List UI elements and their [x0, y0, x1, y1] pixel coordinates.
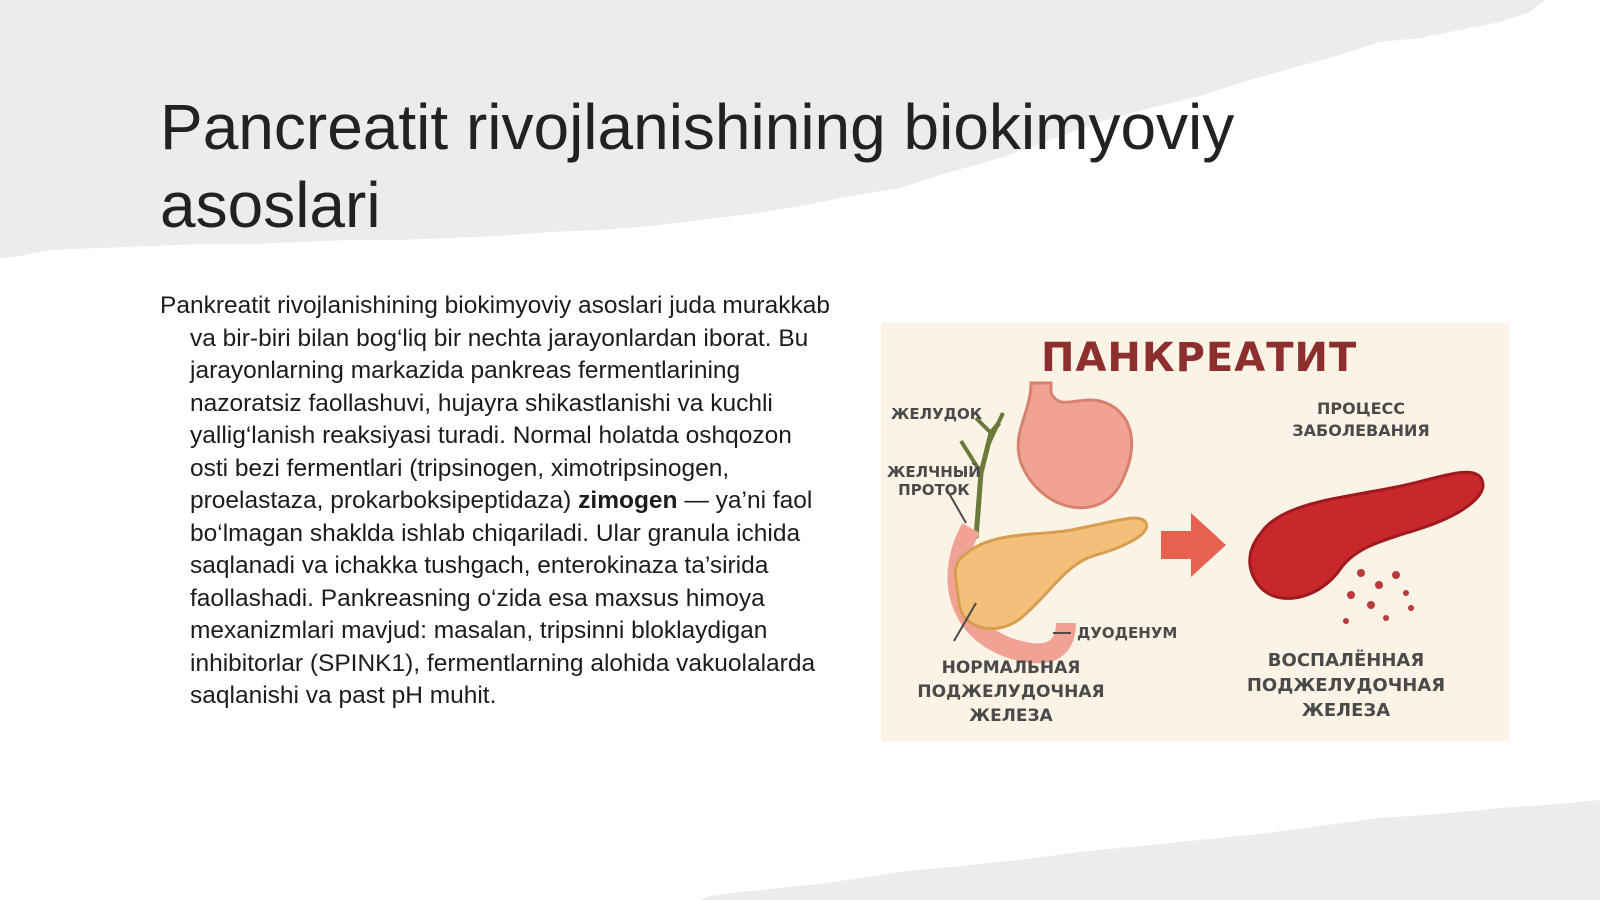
label-stomach: ЖЕЛУДОК [891, 405, 983, 423]
torn-paper-bottom-background [0, 790, 1600, 900]
transition-arrow-icon [1161, 513, 1226, 577]
label-disease-process: ПРОЦЕСС ЗАБОЛЕВАНИЯ [1292, 399, 1430, 440]
label-bile-duct: ЖЕЛЧНЫЙ ПРОТОК [887, 463, 981, 499]
illustration-title: ПАНКРЕАТИТ [1041, 335, 1358, 381]
stomach-icon [1018, 383, 1131, 508]
label-duodenum: ДУОДЕНУМ [1077, 624, 1178, 642]
paragraph-text-part2: — ya’ni faol bo‘lmagan shaklda ishlab chiqariladi. Ular granula ichida saqlanadi va ichakka tushgach, enterokinaza ta’sirida faollashadi. Pankreasning o‘zida esa maxsus himoya mexanizmlari mavjud: masalan, tripsinni bloklaydigan inhibitorlar (SPINK1), fermentlarning alohida vakuolalarda saqlanishi va past pH muhit. [190, 487, 816, 709]
normal-pancreas-icon [955, 518, 1146, 629]
inflamed-pancreas-icon [1250, 472, 1483, 598]
inflammation-dots [1343, 569, 1414, 624]
label-normal-pancreas: НОРМАЛЬНАЯ ПОДЖЕЛУДОЧНАЯ ЖЕЛЕЗА [917, 658, 1105, 726]
body-paragraph [160, 290, 830, 713]
pancreatitis-illustration [881, 323, 1509, 741]
label-inflamed-pancreas: ВОСПАЛЁННАЯ ПОДЖЕЛУДОЧНАЯ ЖЕЛЕЗА [1246, 650, 1446, 721]
slide-title: Pancreatit rivojlanishining biokimyoviy asoslari [160, 91, 1235, 241]
paragraph-text-part1: Pankreatit rivojlanishining biokimyoviy asoslari juda murakkab va bir-biri bilan bog‘liq bir nechta jarayonlardan iborat. Bu jarayonlarning markazida pankreas fermentlarining nazoratsiz faollashuvi, hujayra shikastlanishi va kuchli yallig‘lanish reaksiyasi turadi. Normal holatda oshqozon osti bezi fermentlari (tripsinogen, ximotripsinogen, proelastaza, prokarboksipeptidaza) [160, 292, 830, 514]
paragraph-bold-term: zimogen [578, 487, 678, 514]
